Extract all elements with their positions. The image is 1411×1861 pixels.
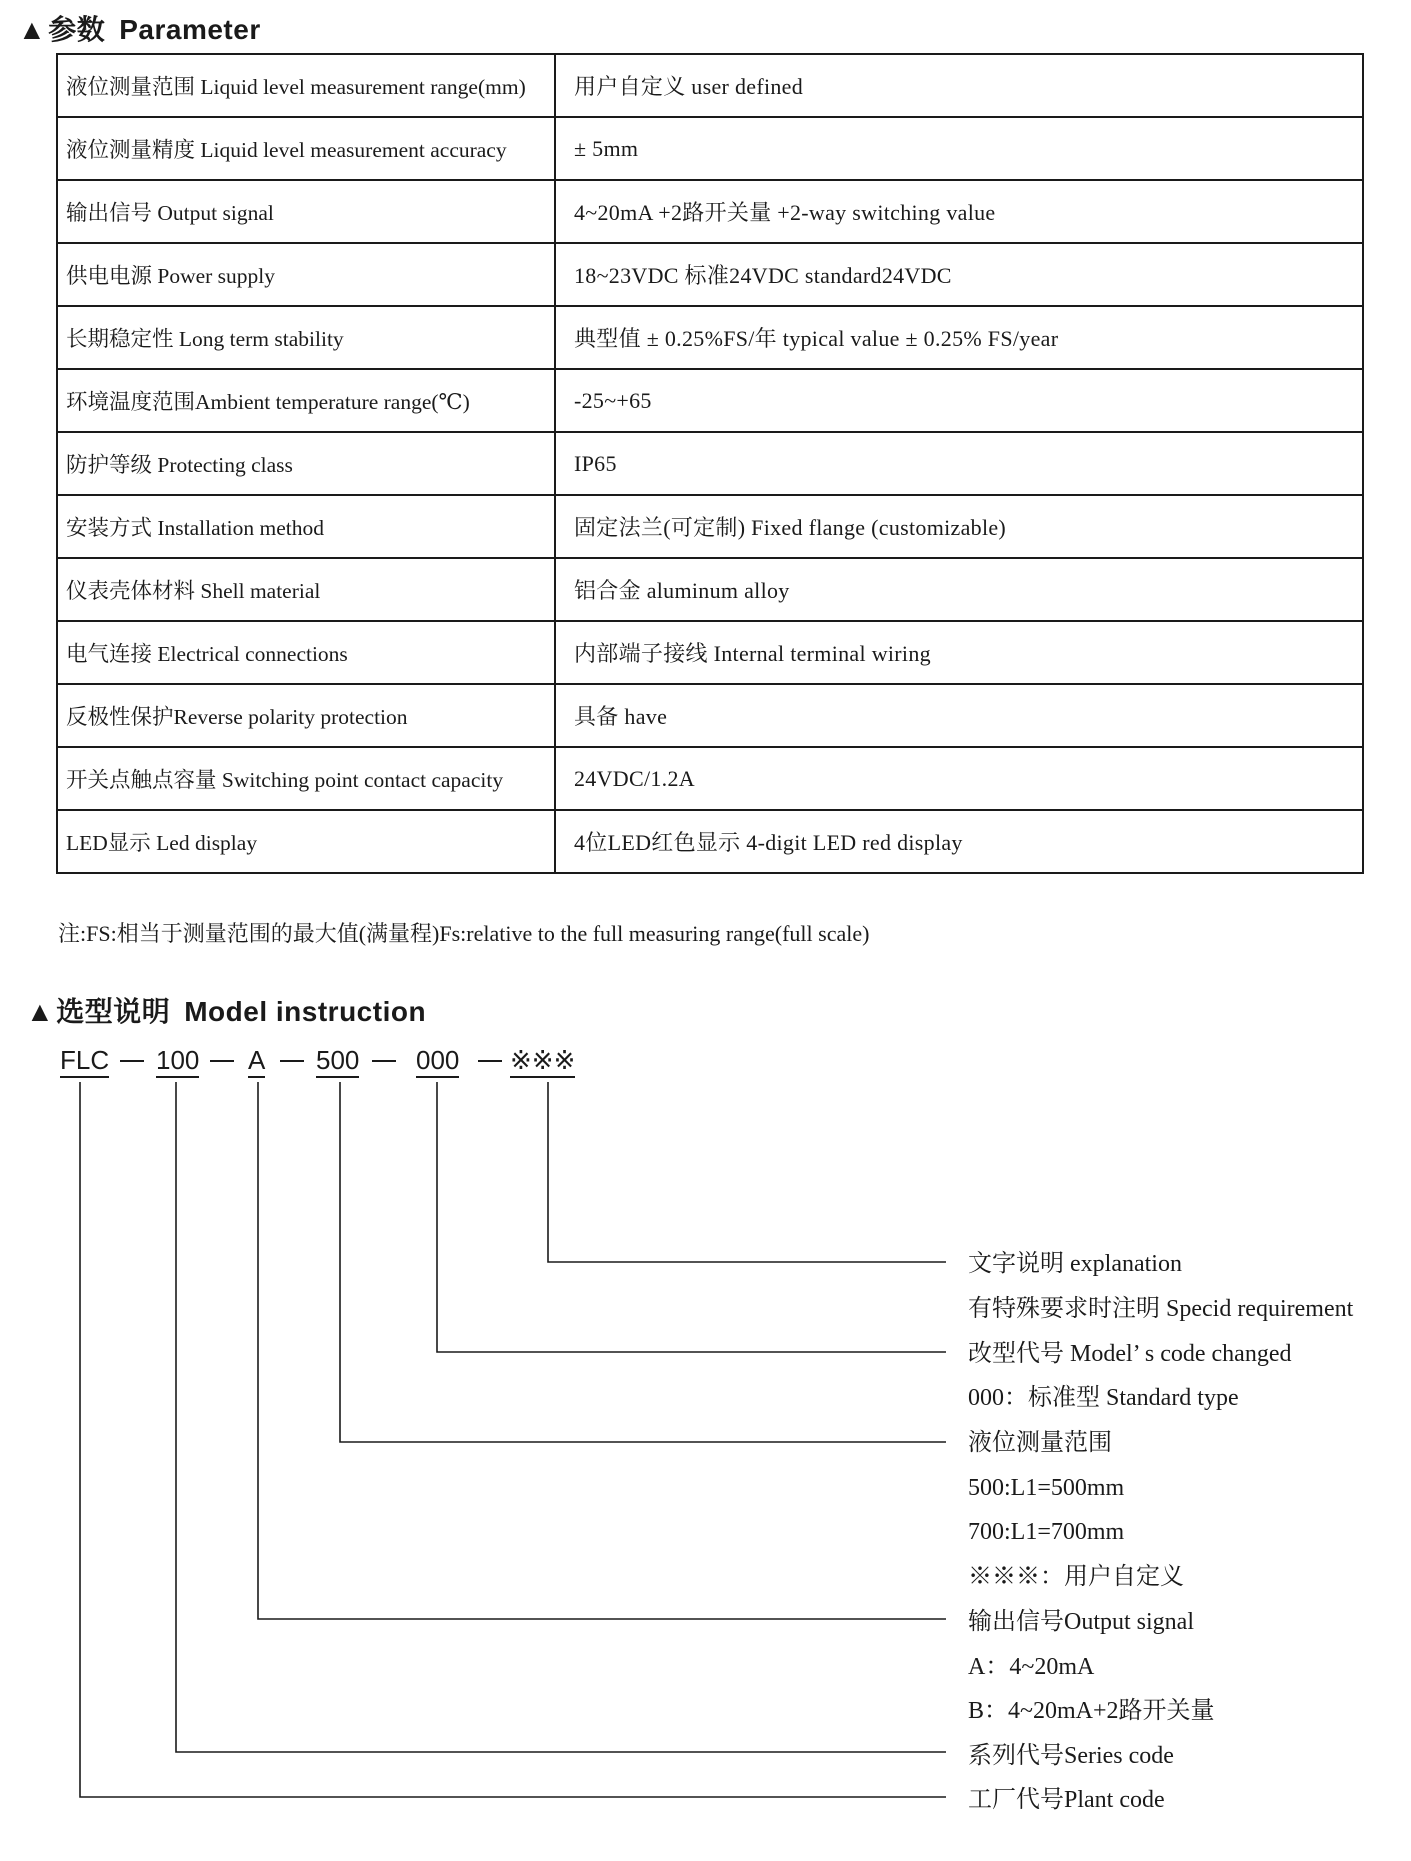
parameter-value: 典型值 ± 0.25%FS/年 typical value ± 0.25% FS/year [555,306,1363,369]
parameter-value: 4~20mA +2路开关量 +2-way switching value [555,180,1363,243]
legend-range-title: 液位测量范围 [968,1430,1112,1456]
parameter-label: 液位测量精度 Liquid level measurement accuracy [57,117,555,180]
parameter-label: 反极性保护Reverse polarity protection [57,684,555,747]
parameter-value: 固定法兰(可定制) Fixed flange (customizable) [555,495,1363,558]
parameter-heading-cn: 参数 [48,14,106,45]
parameter-label: 液位测量范围 Liquid level measurement range(mm) [57,54,555,117]
parameter-label: 输出信号 Output signal [57,180,555,243]
legend-standard-type: 000：标准型 Standard type [968,1385,1239,1411]
parameter-label: 供电电源 Power supply [57,243,555,306]
parameter-label: 长期稳定性 Long term stability [57,306,555,369]
legend-range-500: 500:L1=500mm [968,1475,1125,1501]
code-segment-modification: 000 [416,1044,459,1078]
parameter-label: 环境温度范围Ambient temperature range(℃) [57,369,555,432]
legend-modification-code: 改型代号 Model’ s code changed [968,1341,1292,1367]
triangle-icon: ▲ [18,14,47,45]
fs-note: 注:FS:相当于测量范围的最大值(满量程)Fs:relative to the full measuring range(full scale) [58,921,870,946]
connector-series [176,1082,946,1752]
parameter-label: 电气连接 Electrical connections [57,621,555,684]
connector-plant [80,1082,946,1797]
legend-range-700: 700:L1=700mm [968,1519,1125,1545]
legend-plant-code: 工厂代号Plant code [968,1787,1165,1813]
code-segment-series: 100 [156,1044,199,1078]
legend-user-defined: ※※※：用户自定义 [968,1564,1184,1590]
parameter-value: ± 5mm [555,117,1363,180]
parameter-label: 仪表壳体材料 Shell material [57,558,555,621]
parameter-value: 4位LED红色显示 4-digit LED red display [555,810,1363,873]
legend-output-a: A：4~20mA [968,1654,1095,1680]
code-segment-range: 500 [316,1044,359,1078]
connector-output [258,1082,946,1619]
parameter-label: 安装方式 Installation method [57,495,555,558]
parameter-value: 18~23VDC 标准24VDC standard24VDC [555,243,1363,306]
triangle-icon: ▲ [26,996,55,1027]
parameter-value: IP65 [555,432,1363,495]
parameter-label: 开关点触点容量 Switching point contact capacity [57,747,555,810]
code-segment-custom: ※※※ [510,1044,575,1078]
code-segment-output: A [248,1044,265,1078]
legend-series-code: 系列代号Series code [968,1743,1174,1769]
model-heading-cn: 选型说明 [56,996,171,1027]
parameter-label: 防护等级 Protecting class [57,432,555,495]
parameter-value: 内部端子接线 Internal terminal wiring [555,621,1363,684]
legend-explanation: 文字说明 explanation [968,1251,1182,1277]
legend-output-b: B：4~20mA+2路开关量 [968,1698,1215,1724]
parameter-label: LED显示 Led display [57,810,555,873]
connector-modification [437,1082,946,1352]
code-segment-plant: FLC [60,1044,109,1078]
parameter-heading-en: Parameter [119,14,261,45]
parameter-value: 用户自定义 user defined [555,54,1363,117]
legend-special-requirement: 有特殊要求时注明 Specid requirement [968,1296,1354,1322]
parameter-value: -25~+65 [555,369,1363,432]
parameter-value: 具备 have [555,684,1363,747]
model-heading-en: Model instruction [184,996,427,1027]
connector-explanation [548,1082,946,1262]
parameter-value: 24VDC/1.2A [555,747,1363,810]
legend-output-signal: 输出信号Output signal [968,1609,1194,1635]
parameter-value: 铝合金 aluminum alloy [555,558,1363,621]
